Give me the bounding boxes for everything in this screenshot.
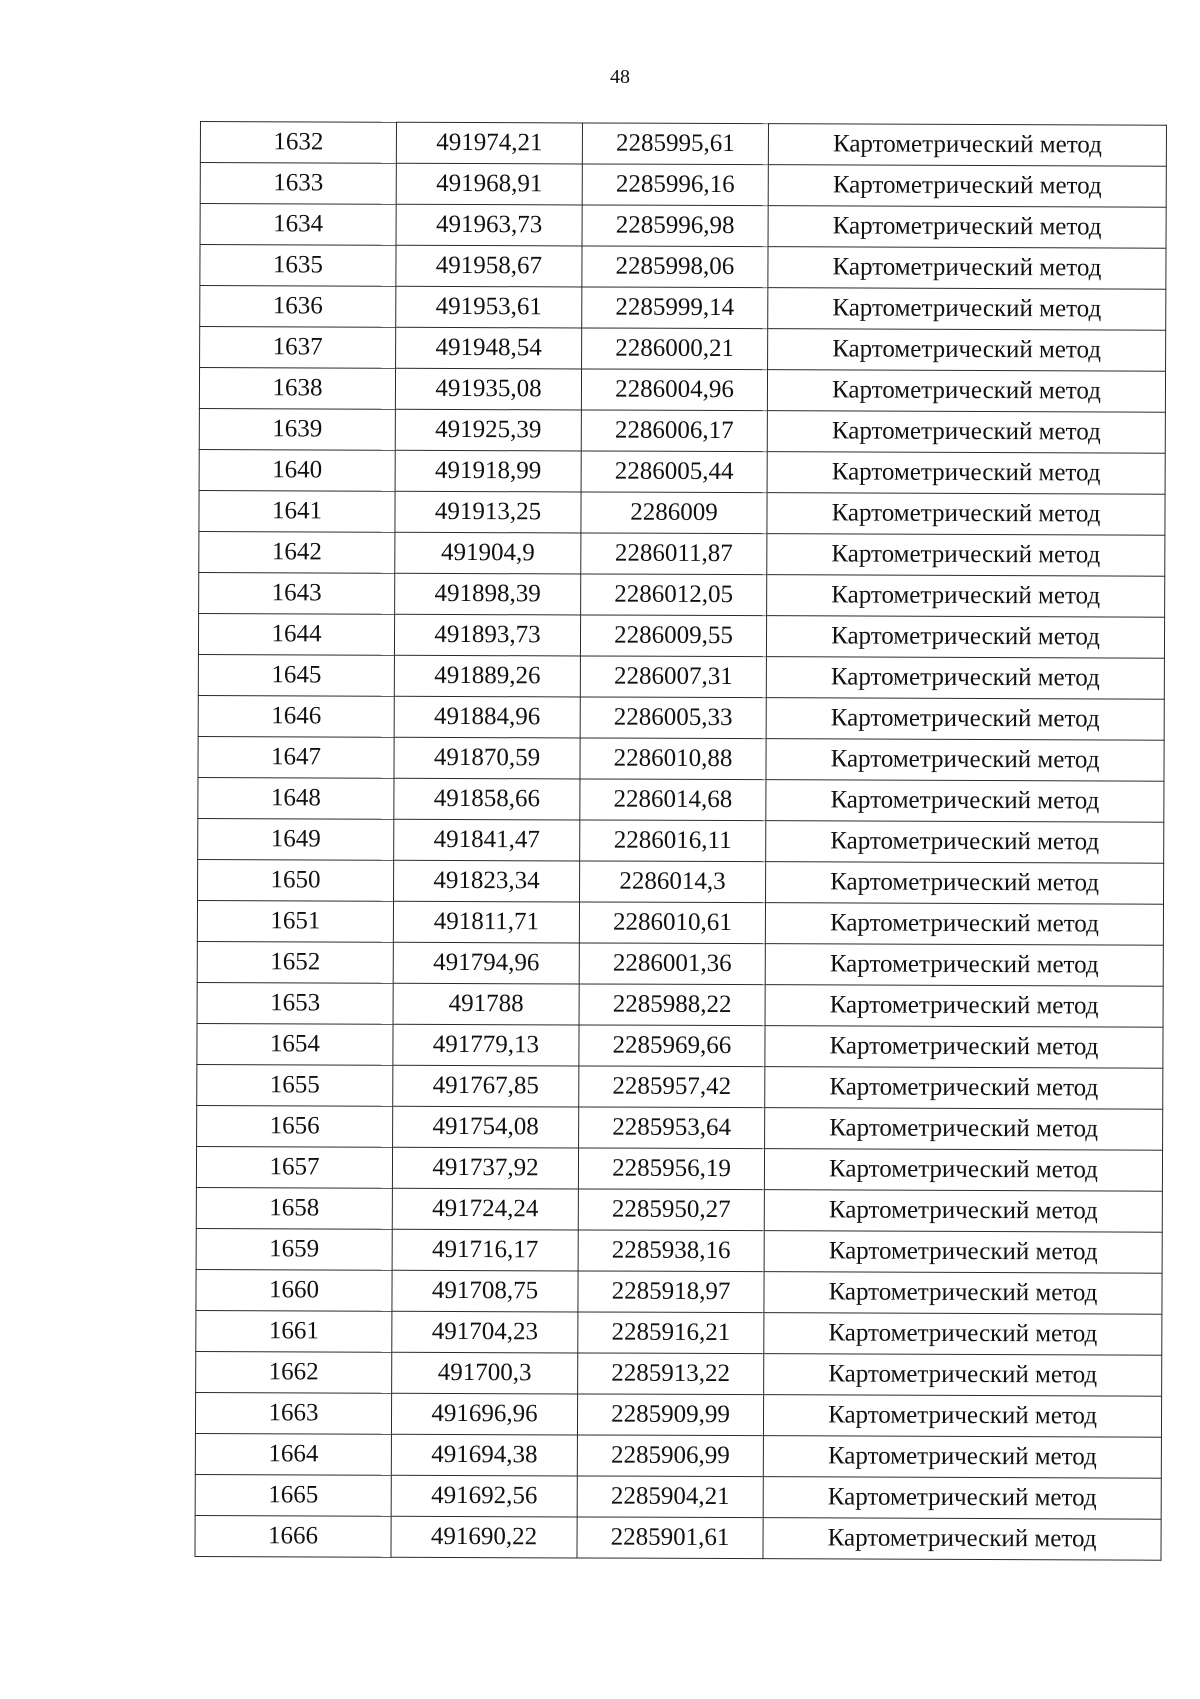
- point-number-cell: 1638: [199, 368, 395, 410]
- point-number-cell: 1661: [196, 1310, 392, 1352]
- y-coordinate-cell: 2285913,22: [578, 1353, 764, 1395]
- method-cell: Картометрический метод: [768, 165, 1166, 208]
- point-number-cell: 1663: [195, 1392, 391, 1434]
- method-cell: Картометрический метод: [767, 411, 1165, 454]
- point-number-cell: 1666: [195, 1515, 391, 1557]
- table-row: [198, 777, 1164, 822]
- point-number-cell: 1646: [198, 695, 394, 737]
- table-row: [197, 900, 1163, 945]
- point-number-cell: 1641: [199, 490, 395, 532]
- table-row: [200, 327, 1166, 372]
- x-coordinate-cell: 491716,17: [392, 1229, 578, 1271]
- method-cell: Картометрический метод: [768, 206, 1166, 249]
- y-coordinate-cell: 2286005,44: [581, 451, 767, 493]
- coordinates-table: [194, 121, 1167, 1561]
- point-number-cell: 1655: [197, 1064, 393, 1106]
- table-row: [196, 1146, 1162, 1191]
- y-coordinate-cell: 2286011,87: [581, 533, 767, 575]
- point-number-cell: 1633: [200, 163, 396, 205]
- table-row: [198, 695, 1164, 740]
- y-coordinate-cell: 2286012,05: [581, 574, 767, 616]
- y-coordinate-cell: 2286009: [581, 492, 767, 534]
- y-coordinate-cell: 2285998,06: [582, 246, 768, 288]
- x-coordinate-cell: 491708,75: [392, 1270, 578, 1312]
- table-row: [198, 613, 1164, 658]
- y-coordinate-cell: 2286014,68: [580, 779, 766, 821]
- point-number-cell: 1664: [195, 1433, 391, 1475]
- method-cell: Картометрический метод: [763, 1477, 1161, 1520]
- method-cell: Картометрический метод: [767, 452, 1165, 495]
- y-coordinate-cell: 2285906,99: [577, 1435, 763, 1477]
- table-row: [197, 1064, 1163, 1109]
- method-cell: Картометрический метод: [766, 821, 1164, 864]
- table-row: [196, 1351, 1162, 1396]
- x-coordinate-cell: 491794,96: [393, 942, 579, 984]
- method-cell: Картометрический метод: [766, 616, 1164, 659]
- point-number-cell: 1665: [195, 1474, 391, 1516]
- x-coordinate-cell: 491935,08: [395, 368, 581, 410]
- point-number-cell: 1650: [198, 859, 394, 901]
- y-coordinate-cell: 2285957,42: [579, 1066, 765, 1108]
- x-coordinate-cell: 491974,21: [396, 122, 582, 164]
- x-coordinate-cell: 491737,92: [392, 1147, 578, 1189]
- table-row: [198, 818, 1164, 863]
- point-number-cell: 1652: [197, 941, 393, 983]
- table-row: [196, 1269, 1162, 1314]
- point-number-cell: 1647: [198, 736, 394, 778]
- method-cell: Картометрический метод: [768, 247, 1166, 290]
- point-number-cell: 1656: [197, 1105, 393, 1147]
- point-number-cell: 1659: [196, 1228, 392, 1270]
- x-coordinate-cell: 491692,56: [391, 1475, 577, 1517]
- table-row: [199, 408, 1165, 453]
- y-coordinate-cell: 2286000,21: [582, 328, 768, 370]
- table-row: [198, 859, 1164, 904]
- point-number-cell: 1649: [198, 818, 394, 860]
- method-cell: Картометрический метод: [768, 288, 1166, 331]
- x-coordinate-cell: 491690,22: [391, 1516, 577, 1558]
- method-cell: Картометрический метод: [764, 1231, 1162, 1274]
- y-coordinate-cell: 2285938,16: [578, 1230, 764, 1272]
- point-number-cell: 1642: [199, 531, 395, 573]
- method-cell: Картометрический метод: [768, 329, 1166, 372]
- point-number-cell: 1644: [198, 613, 394, 655]
- method-cell: Картометрический метод: [766, 862, 1164, 905]
- y-coordinate-cell: 2285996,16: [582, 164, 768, 206]
- table-row: [195, 1515, 1161, 1560]
- coordinates-table-body: [195, 122, 1167, 1561]
- y-coordinate-cell: 2286004,96: [581, 369, 767, 411]
- table-row: [197, 1023, 1163, 1068]
- method-cell: Картометрический метод: [765, 1108, 1163, 1151]
- y-coordinate-cell: 2285901,61: [577, 1517, 763, 1559]
- y-coordinate-cell: 2285953,64: [579, 1107, 765, 1149]
- y-coordinate-cell: 2286005,33: [580, 697, 766, 739]
- y-coordinate-cell: 2285956,19: [578, 1148, 764, 1190]
- y-coordinate-cell: 2285909,99: [577, 1394, 763, 1436]
- method-cell: Картометрический метод: [766, 739, 1164, 782]
- point-number-cell: 1635: [200, 245, 396, 287]
- point-number-cell: 1653: [197, 982, 393, 1024]
- table-row: [195, 1433, 1161, 1478]
- y-coordinate-cell: 2286006,17: [581, 410, 767, 452]
- x-coordinate-cell: 491754,08: [393, 1106, 579, 1148]
- method-cell: Картометрический метод: [765, 944, 1163, 987]
- table-row: [200, 245, 1166, 290]
- x-coordinate-cell: 491841,47: [394, 819, 580, 861]
- point-number-cell: 1657: [196, 1146, 392, 1188]
- x-coordinate-cell: 491779,13: [393, 1024, 579, 1066]
- x-coordinate-cell: 491963,73: [396, 204, 582, 246]
- x-coordinate-cell: 491724,24: [392, 1188, 578, 1230]
- x-coordinate-cell: 491893,73: [394, 614, 580, 656]
- point-number-cell: 1637: [200, 327, 396, 369]
- point-number-cell: 1645: [198, 654, 394, 696]
- method-cell: Картометрический метод: [764, 1149, 1162, 1192]
- table-row: [200, 286, 1166, 331]
- x-coordinate-cell: 491904,9: [395, 532, 581, 574]
- point-number-cell: 1639: [199, 408, 395, 450]
- y-coordinate-cell: 2286010,88: [580, 738, 766, 780]
- point-number-cell: 1634: [200, 204, 396, 246]
- x-coordinate-cell: 491958,67: [396, 245, 582, 287]
- point-number-cell: 1648: [198, 777, 394, 819]
- table-row: [199, 572, 1165, 617]
- method-cell: Картометрический метод: [765, 1026, 1163, 1069]
- y-coordinate-cell: 2286016,11: [580, 820, 766, 862]
- table-row: [200, 163, 1166, 208]
- method-cell: Картометрический метод: [764, 1272, 1162, 1315]
- table-row: [195, 1474, 1161, 1519]
- y-coordinate-cell: 2285904,21: [577, 1476, 763, 1518]
- point-number-cell: 1643: [199, 572, 395, 614]
- x-coordinate-cell: 491884,96: [394, 696, 580, 738]
- x-coordinate-cell: 491696,96: [391, 1393, 577, 1435]
- table-row: [200, 204, 1166, 249]
- x-coordinate-cell: 491948,54: [396, 327, 582, 369]
- x-coordinate-cell: 491968,91: [396, 163, 582, 205]
- method-cell: Картометрический метод: [765, 903, 1163, 946]
- method-cell: Картометрический метод: [765, 1067, 1163, 1110]
- point-number-cell: 1632: [200, 122, 396, 164]
- y-coordinate-cell: 2285918,97: [578, 1271, 764, 1313]
- table-row: [197, 982, 1163, 1027]
- y-coordinate-cell: 2285999,14: [582, 287, 768, 329]
- x-coordinate-cell: 491953,61: [396, 286, 582, 328]
- x-coordinate-cell: 491811,71: [393, 901, 579, 943]
- method-cell: Картометрический метод: [764, 1354, 1162, 1397]
- x-coordinate-cell: 491898,39: [395, 573, 581, 615]
- point-number-cell: 1654: [197, 1023, 393, 1065]
- point-number-cell: 1660: [196, 1269, 392, 1311]
- y-coordinate-cell: 2286007,31: [580, 656, 766, 698]
- y-coordinate-cell: 2285988,22: [579, 984, 765, 1026]
- table-row: [200, 122, 1166, 167]
- method-cell: Картометрический метод: [763, 1436, 1161, 1479]
- table-row: [195, 1392, 1161, 1437]
- y-coordinate-cell: 2285950,27: [578, 1189, 764, 1231]
- x-coordinate-cell: 491704,23: [392, 1311, 578, 1353]
- table-row: [199, 449, 1165, 494]
- point-number-cell: 1658: [196, 1187, 392, 1229]
- x-coordinate-cell: 491767,85: [393, 1065, 579, 1107]
- method-cell: Картометрический метод: [766, 780, 1164, 823]
- y-coordinate-cell: 2286010,61: [579, 902, 765, 944]
- point-number-cell: 1651: [197, 900, 393, 942]
- x-coordinate-cell: 491870,59: [394, 737, 580, 779]
- y-coordinate-cell: 2286009,55: [580, 615, 766, 657]
- method-cell: Картометрический метод: [767, 493, 1165, 536]
- table-row: [197, 941, 1163, 986]
- x-coordinate-cell: 491925,39: [395, 409, 581, 451]
- table-row: [196, 1228, 1162, 1273]
- x-coordinate-cell: 491700,3: [392, 1352, 578, 1394]
- x-coordinate-cell: 491788: [393, 983, 579, 1025]
- table-row: [199, 490, 1165, 535]
- y-coordinate-cell: 2285996,98: [582, 205, 768, 247]
- point-number-cell: 1640: [199, 449, 395, 491]
- x-coordinate-cell: 491858,66: [394, 778, 580, 820]
- table-row: [199, 368, 1165, 413]
- method-cell: Картометрический метод: [763, 1518, 1161, 1561]
- y-coordinate-cell: 2285916,21: [578, 1312, 764, 1354]
- table-row: [198, 736, 1164, 781]
- point-number-cell: 1636: [200, 286, 396, 328]
- x-coordinate-cell: 491913,25: [395, 491, 581, 533]
- table-row: [196, 1310, 1162, 1355]
- y-coordinate-cell: 2286014,3: [580, 861, 766, 903]
- x-coordinate-cell: 491694,38: [391, 1434, 577, 1476]
- point-number-cell: 1662: [196, 1351, 392, 1393]
- method-cell: Картометрический метод: [766, 698, 1164, 741]
- method-cell: Картометрический метод: [765, 985, 1163, 1028]
- table-row: [197, 1105, 1163, 1150]
- method-cell: Картометрический метод: [763, 1395, 1161, 1438]
- method-cell: Картометрический метод: [766, 657, 1164, 700]
- table-row: [199, 531, 1165, 576]
- table-row: [196, 1187, 1162, 1232]
- method-cell: Картометрический метод: [767, 575, 1165, 618]
- method-cell: Картометрический метод: [764, 1190, 1162, 1233]
- method-cell: Картометрический метод: [768, 124, 1166, 167]
- x-coordinate-cell: 491889,26: [394, 655, 580, 697]
- x-coordinate-cell: 491823,34: [394, 860, 580, 902]
- y-coordinate-cell: 2286001,36: [579, 943, 765, 985]
- table-row: [198, 654, 1164, 699]
- y-coordinate-cell: 2285995,61: [582, 123, 768, 165]
- method-cell: Картометрический метод: [767, 534, 1165, 577]
- page-number: 48: [610, 66, 630, 88]
- method-cell: Картометрический метод: [764, 1313, 1162, 1356]
- method-cell: Картометрический метод: [767, 370, 1165, 413]
- y-coordinate-cell: 2285969,66: [579, 1025, 765, 1067]
- x-coordinate-cell: 491918,99: [395, 450, 581, 492]
